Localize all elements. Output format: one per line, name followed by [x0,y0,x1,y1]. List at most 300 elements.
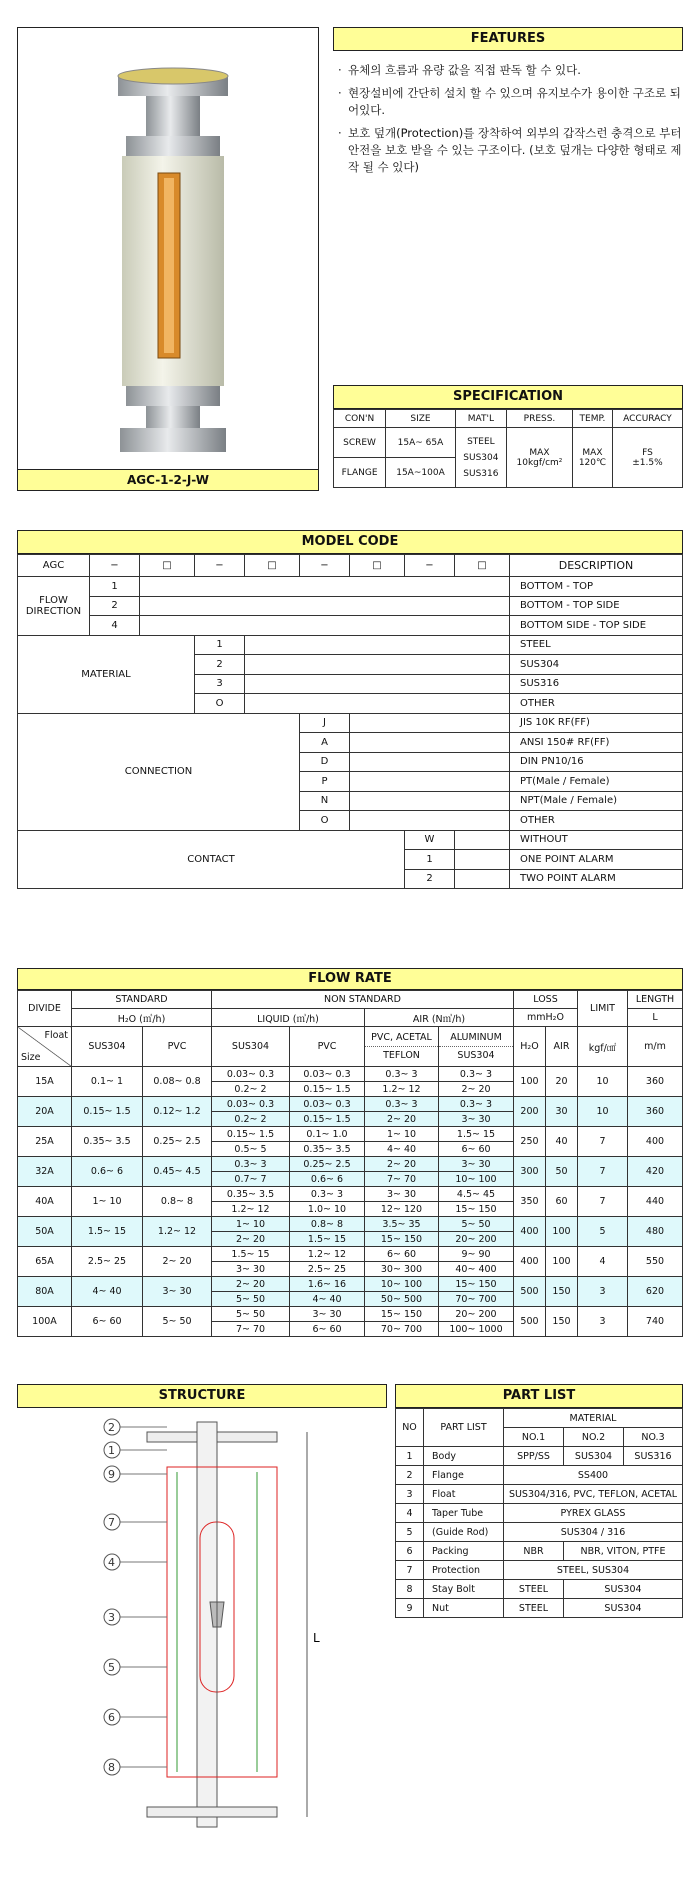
fr-cell: 65A [18,1247,72,1277]
fr-row [18,1097,683,1112]
fr-cell: 20~ 200 [439,1232,514,1247]
mc-header-cell: − [90,555,140,577]
pl-cell: 4 [396,1504,424,1523]
callout-number: 4 [108,1556,115,1569]
pl-row [396,1580,683,1599]
fr-cell: 0.6~ 6 [72,1157,143,1187]
fr-cell: 2~ 20 [365,1112,439,1127]
mc-description: SUS316 [510,674,683,694]
fr-header-l: L [628,1009,683,1027]
pl-header-material: MATERIAL [504,1409,683,1428]
fr-cell: 1.6~ 16 [290,1277,365,1292]
fr-cell: 50~ 500 [365,1292,439,1307]
mc-filler [245,694,510,714]
fr-cell: 3~ 30 [290,1307,365,1322]
fr-cell: 9~ 90 [439,1247,514,1262]
fr-cell: 1.0~ 10 [290,1202,365,1217]
pl-row [396,1485,683,1504]
mc-description: ANSI 150# RF(FF) [510,733,683,753]
fr-cell: 360 [628,1097,683,1127]
spec-panel [333,385,683,488]
mc-group-label: CONTACT [18,830,405,889]
fr-header-mm: m/m [628,1027,683,1067]
pl-cell: NBR, VITON, PTFE [564,1542,683,1561]
fr-cell: 100 [514,1067,546,1097]
mc-filler [245,635,510,655]
fr-cell: 1.5~ 15 [72,1217,143,1247]
pl-cell: 7 [396,1561,424,1580]
fr-cell: 4 [578,1247,628,1277]
pl-cell: 8 [396,1580,424,1599]
spec-table [333,409,683,488]
callout-number: 6 [108,1711,115,1724]
mc-filler [140,577,510,597]
fr-row [18,1187,683,1202]
fr-header-corner [18,1027,72,1067]
fr-cell: 70~ 700 [365,1322,439,1337]
model-code-table [17,554,683,889]
dim-label: L [313,1631,320,1645]
fr-cell: 1.2~ 12 [212,1202,290,1217]
mc-header-cell: − [405,555,455,577]
mc-code: D [300,752,350,772]
mc-group-label: CONNECTION [18,713,300,830]
spec-press-value: 10kgf/cm² [516,457,563,468]
fr-cell: 0.03~ 0.3 [290,1097,365,1112]
spec-material-item: STEEL [467,436,495,447]
flow-rate-table [17,990,683,1337]
mc-row [18,635,683,655]
mc-filler [245,655,510,675]
mc-header-cell: − [195,555,245,577]
fr-cell: 4~ 40 [365,1142,439,1157]
pl-cell: SUS316 [624,1447,683,1466]
fr-cell: 10~ 100 [439,1172,514,1187]
spec-accuracy-label: FS [642,447,653,458]
mc-filler [455,869,510,889]
spec-accuracy [612,428,682,488]
fr-cell: 80A [18,1277,72,1307]
mc-header-cell: AGC [18,555,90,577]
pl-row [396,1447,683,1466]
fr-cell: 7~ 70 [212,1322,290,1337]
fr-cell: 3 [578,1277,628,1307]
pl-cell: 3 [396,1485,424,1504]
mc-filler [350,752,510,772]
pl-cell: Protection [424,1561,504,1580]
fr-cell: 10 [578,1067,628,1097]
fr-header-pvc: PVC [290,1027,365,1067]
pl-cell: Taper Tube [424,1504,504,1523]
mc-description: ONE POINT ALARM [510,850,683,870]
fr-cell: 0.5~ 5 [212,1142,290,1157]
fr-cell: 250 [514,1127,546,1157]
fr-cell: 1.2~ 12 [365,1082,439,1097]
fr-cell: 500 [514,1307,546,1337]
fr-cell: 0.15~ 1.5 [212,1127,290,1142]
fr-cell: 0.6~ 6 [290,1172,365,1187]
fr-header-liquid: LIQUID (㎥/h) [212,1009,365,1027]
fr-header-nonstandard: NON STANDARD [212,991,514,1009]
mc-header-cell: DESCRIPTION [510,555,683,577]
mc-description: DIN PN10/16 [510,752,683,772]
fr-cell: 12~ 120 [365,1202,439,1217]
spec-temp-label: MAX [582,447,603,458]
fr-cell: 440 [628,1187,683,1217]
fr-cell: 3~ 30 [365,1187,439,1202]
fr-header-limit: LIMIT [578,991,628,1027]
fr-cell: 3~ 30 [439,1112,514,1127]
fr-cell: 25A [18,1127,72,1157]
pl-header-no1: NO.1 [504,1428,564,1447]
part-list-panel [395,1384,683,1618]
mc-header-cell: − [300,555,350,577]
fr-cell: 400 [514,1217,546,1247]
pl-cell: SS400 [504,1466,683,1485]
fr-cell: 2~ 20 [365,1157,439,1172]
fr-cell: 7 [578,1127,628,1157]
spec-conn: FLANGE [334,458,386,488]
mc-header-cell: □ [140,555,195,577]
fr-cell: 0.2~ 2 [212,1112,290,1127]
pl-cell: SUS304 [564,1447,624,1466]
pl-row [396,1542,683,1561]
spec-press [506,428,572,488]
model-caption: AGC-1-2-J-W [17,469,319,491]
fr-header-pvc-teflon [365,1027,439,1067]
fr-cell: 0.25~ 2.5 [143,1127,212,1157]
fr-cell: 3~ 30 [212,1262,290,1277]
spec-press-label: MAX [529,447,550,458]
fr-header-h2o: H₂O (㎥/h) [72,1009,212,1027]
mc-description: OTHER [510,811,683,831]
flowmeter-photo [18,28,318,468]
fr-cell: 3 [578,1307,628,1337]
callout-number: 2 [108,1421,115,1434]
fr-cell: 30 [546,1097,578,1127]
fr-cell: 40A [18,1187,72,1217]
fr-cell: 70~ 700 [439,1292,514,1307]
mc-group-label: MATERIAL [18,635,195,713]
fr-cell: 1.2~ 12 [290,1247,365,1262]
product-panel [17,27,319,490]
spec-title: SPECIFICATION [333,385,683,409]
fr-cell: 0.3~ 3 [212,1157,290,1172]
fr-cell: 0.8~ 8 [143,1187,212,1217]
fr-cell: 40~ 400 [439,1262,514,1277]
mc-description: WITHOUT [510,830,683,850]
fr-cell: 4~ 40 [290,1292,365,1307]
fr-cell: 0.12~ 1.2 [143,1097,212,1127]
fr-row [18,1277,683,1292]
mc-header-cell: □ [455,555,510,577]
spec-header: CON'N [334,410,386,428]
spec-header: SIZE [386,410,456,428]
feature-item: · 현장설비에 간단히 설치 할 수 있으며 유지보수가 용이한 구조로 되어있다. [338,85,683,119]
spec-size: 15A~100A [386,458,456,488]
fr-cell: 15~ 150 [439,1277,514,1292]
fr-cell: 2.5~ 25 [72,1247,143,1277]
fr-cell: 420 [628,1157,683,1187]
mc-filler [350,791,510,811]
fr-cell: 7~ 70 [365,1172,439,1187]
pl-header-part: PART LIST [424,1409,504,1447]
mc-code: 3 [195,674,245,694]
fr-header-pvc: PVC [143,1027,212,1067]
mc-filler [455,850,510,870]
mc-code: 1 [195,635,245,655]
fr-cell: 0.35~ 3.5 [290,1142,365,1157]
fr-cell: 1.2~ 12 [143,1217,212,1247]
fr-cell: 300 [514,1157,546,1187]
fr-cell: 350 [514,1187,546,1217]
fr-row [18,1067,683,1082]
pl-cell: SUS304 [564,1599,683,1618]
fr-header-air: AIR (N㎥/h) [365,1009,514,1027]
spec-header: ACCURACY [612,410,682,428]
fr-cell: 50 [546,1157,578,1187]
callout-number: 9 [108,1468,115,1481]
fr-cell: 15~ 150 [365,1232,439,1247]
fr-cell: 150 [546,1277,578,1307]
mc-description: NPT(Male / Female) [510,791,683,811]
pl-cell: PYREX GLASS [504,1504,683,1523]
fr-cell: 6~ 60 [439,1142,514,1157]
fr-cell: 1.5~ 15 [290,1232,365,1247]
pl-row [396,1466,683,1485]
feature-item: · 유체의 흐름과 유량 값을 직접 판독 할 수 있다. [338,62,683,79]
fr-cell: 0.1~ 1.0 [290,1127,365,1142]
structure-drawing [17,1412,387,1842]
pl-cell: (Guide Rod) [424,1523,504,1542]
pl-cell: NBR [504,1542,564,1561]
mc-filler [350,772,510,792]
fr-cell: 100~ 1000 [439,1322,514,1337]
structure-panel [17,1384,387,1844]
pl-cell: SPP/SS [504,1447,564,1466]
mc-description: TWO POINT ALARM [510,869,683,889]
fr-cell: 200 [514,1097,546,1127]
mc-code: O [300,811,350,831]
mc-code: A [300,733,350,753]
fr-cell: 5~ 50 [439,1217,514,1232]
fr-header-teflon: TEFLON [365,1046,438,1061]
fr-cell: 0.1~ 1 [72,1067,143,1097]
flow-rate-panel [17,968,683,1337]
pl-cell: 6 [396,1542,424,1561]
pl-row [396,1599,683,1618]
fr-cell: 0.08~ 0.8 [143,1067,212,1097]
fr-cell: 20 [546,1067,578,1097]
flow-rate-title: FLOW RATE [17,968,683,990]
fr-cell: 0.3~ 3 [439,1067,514,1082]
mc-code: J [300,713,350,733]
mc-filler [245,674,510,694]
fr-cell: 40 [546,1127,578,1157]
fr-cell: 740 [628,1307,683,1337]
fr-cell: 15~ 150 [365,1307,439,1322]
mc-code: P [300,772,350,792]
pl-cell: Packing [424,1542,504,1561]
pl-cell: STEEL [504,1580,564,1599]
callout-number: 5 [108,1661,115,1674]
mc-code: W [405,830,455,850]
fr-cell: 30~ 300 [365,1262,439,1277]
pl-cell: 9 [396,1599,424,1618]
fr-cell: 400 [514,1247,546,1277]
fr-cell: 360 [628,1067,683,1097]
fr-cell: 15~ 150 [439,1202,514,1217]
fr-cell: 7 [578,1187,628,1217]
mc-description: BOTTOM - TOP [510,577,683,597]
pl-cell: Flange [424,1466,504,1485]
mc-filler [350,733,510,753]
fr-header-length: LENGTH [628,991,683,1009]
spec-header: TEMP. [573,410,613,428]
fr-cell: 10 [578,1097,628,1127]
mc-filler [455,830,510,850]
fr-cell: 6~ 60 [72,1307,143,1337]
spec-material-item: SUS316 [463,468,499,479]
mc-description: BOTTOM SIDE - TOP SIDE [510,616,683,636]
pl-header-no3: NO.3 [624,1428,683,1447]
fr-cell: 0.3~ 3 [365,1097,439,1112]
pl-header-no: NO [396,1409,424,1447]
fr-cell: 620 [628,1277,683,1307]
mc-code: 2 [90,596,140,616]
fr-cell: 100 [546,1217,578,1247]
fr-cell: 5~ 50 [212,1307,290,1322]
fr-row [18,1157,683,1172]
mc-code: 2 [405,869,455,889]
fr-cell: 480 [628,1217,683,1247]
mc-row [18,577,683,597]
fr-row [18,1247,683,1262]
feature-item: · 보호 덮개(Protection)를 장착하여 외부의 갑작스런 충격으로 부터 안전을 보호 받을 수 있는 구조이다. (보호 덮개는 다양한 형태로 제작 될 수 있다) [338,125,683,176]
fr-cell: 4~ 40 [72,1277,143,1307]
pl-cell: Nut [424,1599,504,1618]
fr-header-loss: LOSS [514,991,578,1009]
spec-size: 15A~ 65A [386,428,456,458]
fr-cell: 20A [18,1097,72,1127]
part-list-title: PART LIST [395,1384,683,1408]
mc-description: PT(Male / Female) [510,772,683,792]
fr-header-float: Float [44,1030,68,1041]
fr-header-kgf: kgf/㎠ [578,1027,628,1067]
fr-header-standard: STANDARD [72,991,212,1009]
pl-cell: SUS304 / 316 [504,1523,683,1542]
fr-cell: 0.25~ 2.5 [290,1157,365,1172]
fr-header-sus304b: SUS304 [439,1046,513,1061]
fr-header-aluminum: ALUMINUM [450,1032,502,1043]
callout-number: 8 [108,1761,115,1774]
mc-filler [350,811,510,831]
fr-cell: 2~ 20 [212,1232,290,1247]
fr-cell: 3~ 30 [143,1277,212,1307]
fr-cell: 0.15~ 1.5 [290,1082,365,1097]
pl-cell: SUS304/316, PVC, TEFLON, ACETAL [504,1485,683,1504]
mc-header-cell: □ [245,555,300,577]
mc-filler [140,596,510,616]
pl-row [396,1523,683,1542]
pl-cell: SUS304 [564,1580,683,1599]
fr-cell: 2.5~ 25 [290,1262,365,1277]
fr-cell: 5 [578,1217,628,1247]
fr-cell: 0.8~ 8 [290,1217,365,1232]
fr-cell: 5~ 50 [212,1292,290,1307]
fr-cell: 7 [578,1157,628,1187]
spec-conn: SCREW [334,428,386,458]
features-list [338,62,683,182]
fr-row [18,1217,683,1232]
fr-cell: 20~ 200 [439,1307,514,1322]
fr-header-sus304: SUS304 [72,1027,143,1067]
fr-cell: 4.5~ 45 [439,1187,514,1202]
fr-cell: 0.2~ 2 [212,1082,290,1097]
fr-cell: 32A [18,1157,72,1187]
mc-header-cell: □ [350,555,405,577]
fr-header-aluminum-sus [439,1027,514,1067]
fr-cell: 1~ 10 [365,1127,439,1142]
fr-cell: 400 [628,1127,683,1157]
fr-header-mmh2o: mmH₂O [514,1009,578,1027]
fr-cell: 3.5~ 35 [365,1217,439,1232]
features-title: FEATURES [333,27,683,51]
fr-cell: 1.5~ 15 [439,1127,514,1142]
fr-row [18,1307,683,1322]
callout-number: 3 [108,1611,115,1624]
pl-cell: 5 [396,1523,424,1542]
mc-filler [350,713,510,733]
fr-row [18,1127,683,1142]
fr-cell: 2~ 20 [143,1247,212,1277]
fr-cell: 0.3~ 3 [290,1187,365,1202]
fr-cell: 100A [18,1307,72,1337]
fr-header-sus304: SUS304 [212,1027,290,1067]
mc-row [18,596,683,616]
mc-code: 1 [90,577,140,597]
part-list-table [395,1408,683,1618]
fr-cell: 50A [18,1217,72,1247]
fr-cell: 150 [546,1307,578,1337]
fr-cell: 550 [628,1247,683,1277]
fr-cell: 0.03~ 0.3 [212,1067,290,1082]
fr-cell: 0.3~ 3 [365,1067,439,1082]
structure-title: STRUCTURE [17,1384,387,1408]
fr-cell: 500 [514,1277,546,1307]
spec-material [455,428,506,488]
fr-cell: 10~ 100 [365,1277,439,1292]
mc-row [18,713,683,733]
spec-material-item: SUS304 [463,452,499,463]
fr-cell: 2~ 20 [212,1277,290,1292]
fr-cell: 0.15~ 1.5 [72,1097,143,1127]
fr-cell: 15A [18,1067,72,1097]
mc-code: 4 [90,616,140,636]
model-code-title: MODEL CODE [17,530,683,554]
pl-cell: 2 [396,1466,424,1485]
fr-cell: 6~ 60 [365,1247,439,1262]
spec-temp [573,428,613,488]
fr-cell: 60 [546,1187,578,1217]
pl-header-no2: NO.2 [564,1428,624,1447]
pl-row [396,1561,683,1580]
spec-header: PRESS. [506,410,572,428]
pl-cell: Stay Bolt [424,1580,504,1599]
fr-header-pvcacetal: PVC, ACETAL [371,1032,432,1043]
mc-description: OTHER [510,694,683,714]
mc-code: O [195,694,245,714]
